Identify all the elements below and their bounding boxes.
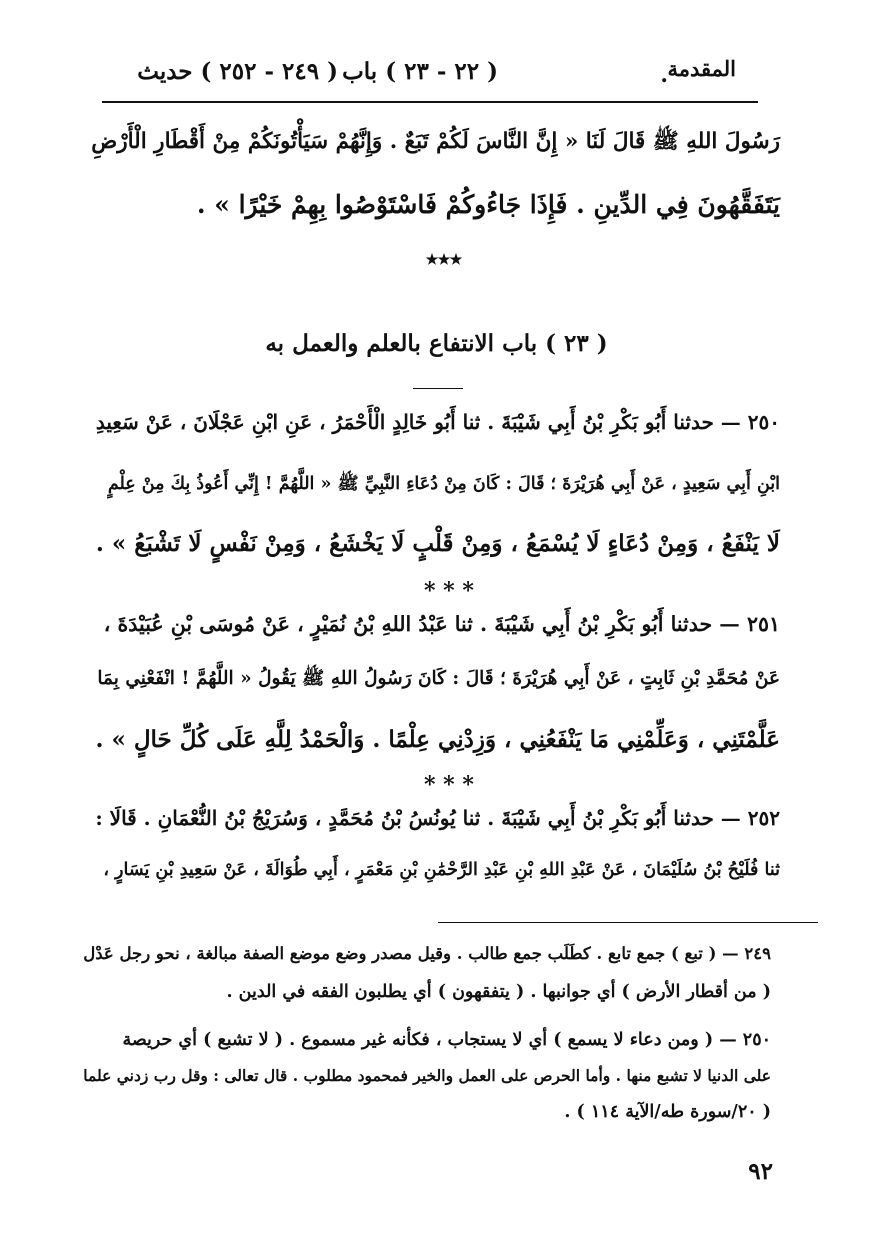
hadith-250-line-1: ٢٥٠ — حدثنا أَبُو بَكْرِ بْنُ أَبِي شَيْبَةَ . ثنا أَبُو خَالِدٍ الْأَحْمَرُ ، عَنِ ابْنِ عَجْلَانَ ، عَنْ سَعِيدِ bbox=[95, 410, 780, 434]
header-bab-range: ( ٢٢ - ٢٣ ) باب bbox=[342, 58, 498, 85]
header-dot: . bbox=[660, 62, 668, 88]
section-title-rule bbox=[413, 388, 463, 389]
footnote-250-line-1: ٢٥٠ — ( ومن دعاء لا يسمع ) أي لا يستجاب ، فكأنه غير مسموع . ( لا تشبع ) أي حريصة bbox=[122, 1030, 771, 1050]
separator-stars-2: * * * bbox=[424, 772, 474, 798]
hadith-249-line-1: رَسُولَ اللهِ ﷺ قَالَ لَنَا « إِنَّ النَّاسَ لَكُمْ تَبَعٌ . وَإِنَّهُمْ سَيَأْتُونَكُمْ مِنْ أَقْطَارِ الْأَرْضِ bbox=[91, 129, 780, 154]
header-rule bbox=[102, 101, 758, 103]
hadith-251-line-3: عَلَّمْتَنِي ، وَعَلِّمْنِي مَا يَنْفَعُنِي ، وَزِدْنِي عِلْمًا . وَالْحَمْدُ لِلَّهِ عَلَى كُلِّ حَالٍ » . bbox=[95, 726, 780, 753]
separator-small: ٭٭٭ bbox=[426, 246, 462, 272]
separator-stars-1: * * * bbox=[424, 578, 474, 604]
hadith-249-line-2: يَتَفَقَّهُونَ فِي الدِّينِ . فَإِذَا جَاءُوكُمْ فَاسْتَوْصُوا بِهِمْ خَيْرًا » . bbox=[196, 190, 780, 219]
hadith-252-line-2: ثنا فُلَيْحُ بْنُ سُلَيْمَانَ ، عَنْ عَبْدِ اللهِ بْنِ عَبْدِ الرَّحْمَٰنِ بْنِ مَعْمَرٍ ، أَبِي طُوَالَةَ ، عَنْ سَعِيدِ بْنِ يَسَارٍ ، bbox=[103, 860, 780, 880]
footnote-249-line-1: ٢٤٩ — ( تبع ) جمع تابع . كطَلَب جمع طالب . وقيل مصدر وضع موضع الصفة مبالغة ، نحو رجل عَدْل bbox=[83, 944, 771, 963]
footnote-250-line-3: ( ٢٠/سورة طه/الآية ١١٤ ) . bbox=[564, 1102, 771, 1122]
page-number: ٩٢ bbox=[748, 1158, 773, 1185]
footnote-rule bbox=[438, 922, 818, 923]
footnote-249-line-2: ( من أقطار الأرض ) أي جوانبها . ( يتفقهون ) أي يطلبون الفقه في الدين . bbox=[226, 982, 771, 1002]
header-hadith-range: ( ٢٤٩ - ٢٥٢ ) حديث bbox=[137, 58, 338, 85]
header-section-name: المقدمة bbox=[667, 56, 736, 81]
hadith-252-line-1: ٢٥٢ — حدثنا أَبُو بَكْرِ بْنُ أَبِي شَيْبَةَ . ثنا يُونُسُ بْنُ مُحَمَّدٍ ، وَسُرَيْجُ بْنُ النُّعْمَانِ . قَالَا : bbox=[95, 806, 780, 830]
hadith-250-line-2: ابْنِ أَبِي سَعِيدٍ ، عَنْ أَبِي هُرَيْرَةَ ؛ قَالَ : كَانَ مِنْ دُعَاءِ النَّبِيِّ ﷺ « اللَّهُمَّ ! إِنِّي أَعُوذُ بِكَ مِنْ عِلْمٍ bbox=[107, 474, 780, 494]
hadith-251-line-1: ٢٥١ — حدثنا أَبُو بَكْرِ بْنُ أَبِي شَيْبَةَ . ثنا عَبْدُ اللهِ بْنُ نُمَيْرٍ ، عَنْ مُوسَى بْنِ عُبَيْدَةَ ، bbox=[103, 612, 780, 636]
footnote-250-line-2: على الدنيا لا تشبع منها . وأما الحرص على العمل والخير فمحمود مطلوب . قال تعالى : وقل رب زدني علما bbox=[83, 1066, 771, 1085]
hadith-251-line-2: عَنْ مُحَمَّدِ بْنِ ثَابِتٍ ، عَنْ أَبِي هُرَيْرَةَ ؛ قَالَ : كَانَ رَسُولُ اللهِ ﷺ يَقُولُ « اللَّهُمَّ ! انْفَعْنِي بِمَا bbox=[97, 668, 780, 689]
hadith-250-line-3: لَا يَنْفَعُ ، وَمِنْ دُعَاءٍ لَا يُسْمَعُ ، وَمِنْ قَلْبٍ لَا يَخْشَعُ ، وَمِنْ نَفْسٍ لَا تَشْبَعُ » . bbox=[95, 530, 780, 557]
section-23-title: ( ٢٣ ) باب الانتفاع بالعلم والعمل به bbox=[265, 330, 608, 357]
